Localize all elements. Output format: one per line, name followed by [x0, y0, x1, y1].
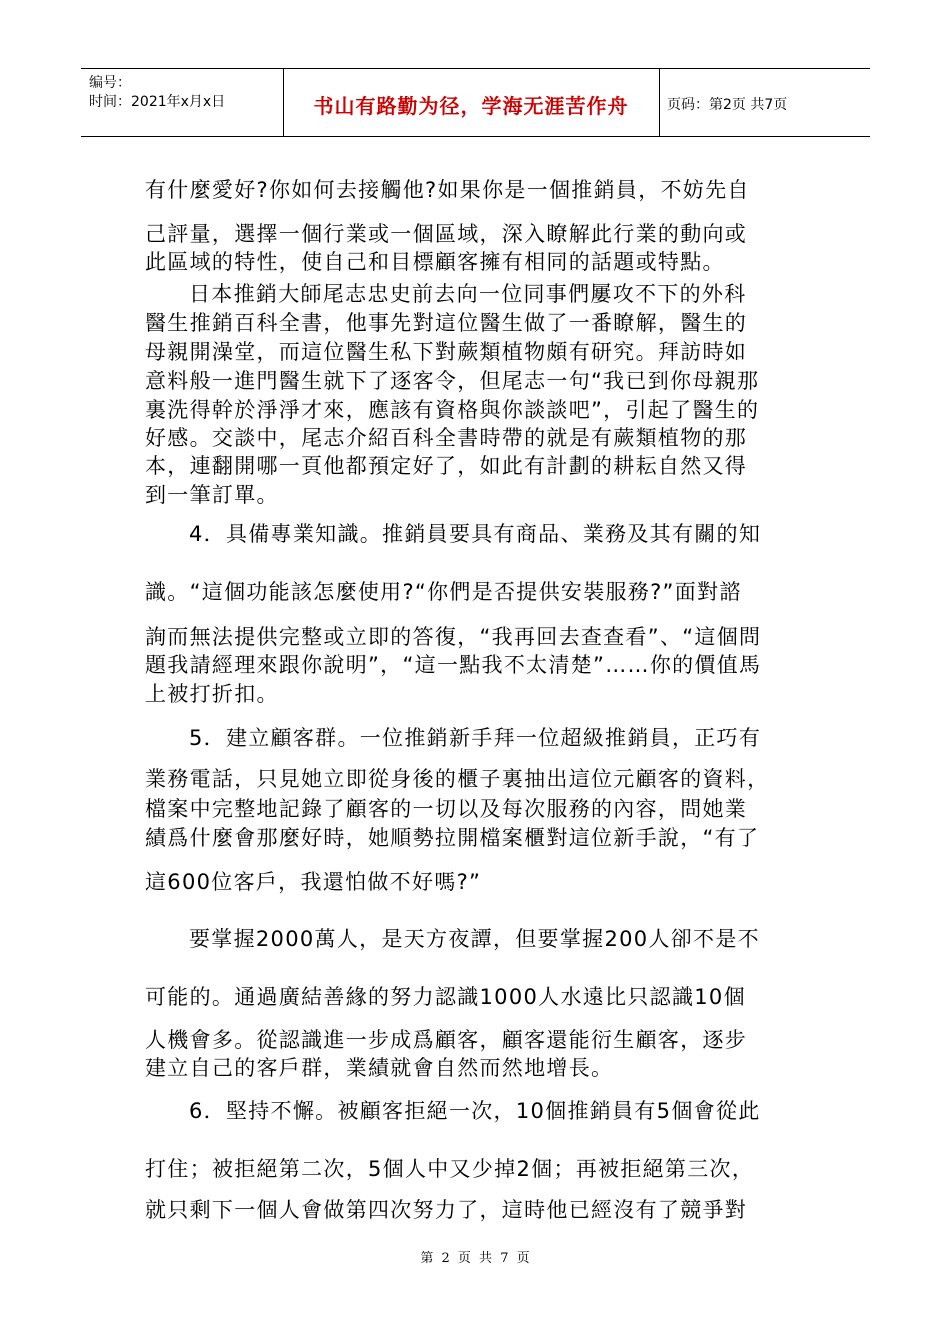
body-line: 績爲什麼會那麼好時，她順勢拉開檔案櫃對這位新手說，“有了 — [145, 826, 760, 850]
body-line: 業務電話，只見她立即從身後的櫃子裏抽出這位元顧客的資料， — [145, 767, 770, 791]
body-line: 識。“這個功能該怎麼使用?“你們是否提供安裝服務?”面對諮 — [145, 580, 742, 604]
header-motto: 书山有路勤为径，学海无涯苦作舟 — [313, 94, 629, 118]
body-line: 就只剩下一個人會做第四次努力了，這時他已經沒有了競爭對 — [145, 1198, 748, 1222]
header-page-info: 页码：第2页 共7页 — [667, 97, 788, 113]
body-line: 本，連翻開哪一頁他都預定好了，如此有計劃的耕耘自然又得 — [145, 454, 748, 478]
body-line: 打住；被拒絕第二次，5個人中又少掉2個；再被拒絕第三次， — [145, 1157, 755, 1181]
body-line: 題我請經理來跟你說明”，“這一點我不太清楚”……你的價值馬 — [145, 653, 762, 677]
body-line: 要掌握2000萬人，是天方夜譚，但要掌握200人卻不是不 — [189, 927, 760, 951]
body-line: 檔案中完整地記錄了顧客的一切以及每次服務的內容，問她業 — [145, 797, 748, 821]
page-header — [81, 68, 870, 137]
body-line: 此區域的特性，使自己和目標顧客擁有相同的話題或特點。 — [145, 250, 725, 274]
body-line: 詢而無法提供完整或立即的答復，“我再回去查查看”、“這個問 — [145, 625, 762, 649]
header-meta — [89, 74, 225, 112]
header-number-label: 编号： — [89, 75, 131, 91]
body-line: 意料般一進門醫生就下了逐客令，但尾志一句“我已到你母親那 — [145, 369, 760, 393]
body-line: 己評量，選擇一個行業或一個區域，深入瞭解此行業的動向或 — [145, 222, 748, 246]
body-line: 醫生推銷百科全書，他事先對這位醫生做了一番瞭解，醫生的 — [145, 311, 748, 335]
header-divider-left — [283, 69, 284, 136]
body-line: 上被打折扣。 — [145, 682, 279, 706]
page-footer: 第 2 页 共 7 页 — [420, 1251, 530, 1266]
body-line: 6．堅持不懈。被顧客拒絕一次，10個推銷員有5個會從此 — [189, 1099, 761, 1123]
body-line: 好感。交談中，尾志介紹百科全書時帶的就是有蕨類植物的那 — [145, 426, 748, 450]
body-line: 可能的。通過廣結善緣的努力認識1000人水遠比只認識10個 — [145, 985, 746, 1009]
body-line: 4．具備專業知識。推銷員要具有商品、業務及其有關的知 — [189, 522, 762, 546]
body-line: 母親開澡堂，而這位醫生私下對蕨類植物頗有研究。拜訪時如 — [145, 340, 748, 364]
body-line: 建立自己的客戶群，業績就會自然而然地增長。 — [145, 1056, 614, 1080]
body-line: 裏洗得幹於淨淨才來，應該有資格與你談談吧”，引起了醫生的 — [145, 398, 760, 422]
body-line: 人機會多。從認識進一步成爲顧客，顧客還能衍生顧客，逐步 — [145, 1028, 748, 1052]
body-line: 5．建立顧客群。一位推銷新手拜一位超級推銷員，正巧有 — [189, 726, 762, 750]
body-line: 日本推銷大師尾志忠史前去向一位同事們屢攻不下的外科 — [189, 282, 747, 306]
body-line: 這600位客戶，我還怕做不好嗎?” — [145, 870, 482, 894]
header-divider-right — [659, 69, 660, 136]
body-line: 有什麼愛好?你如何去接觸他?如果你是一個推銷員，不妨先自 — [145, 178, 750, 202]
header-date-label: 时间：2021年x月x日 — [89, 94, 226, 110]
body-line: 到一筆訂單。 — [145, 483, 279, 507]
